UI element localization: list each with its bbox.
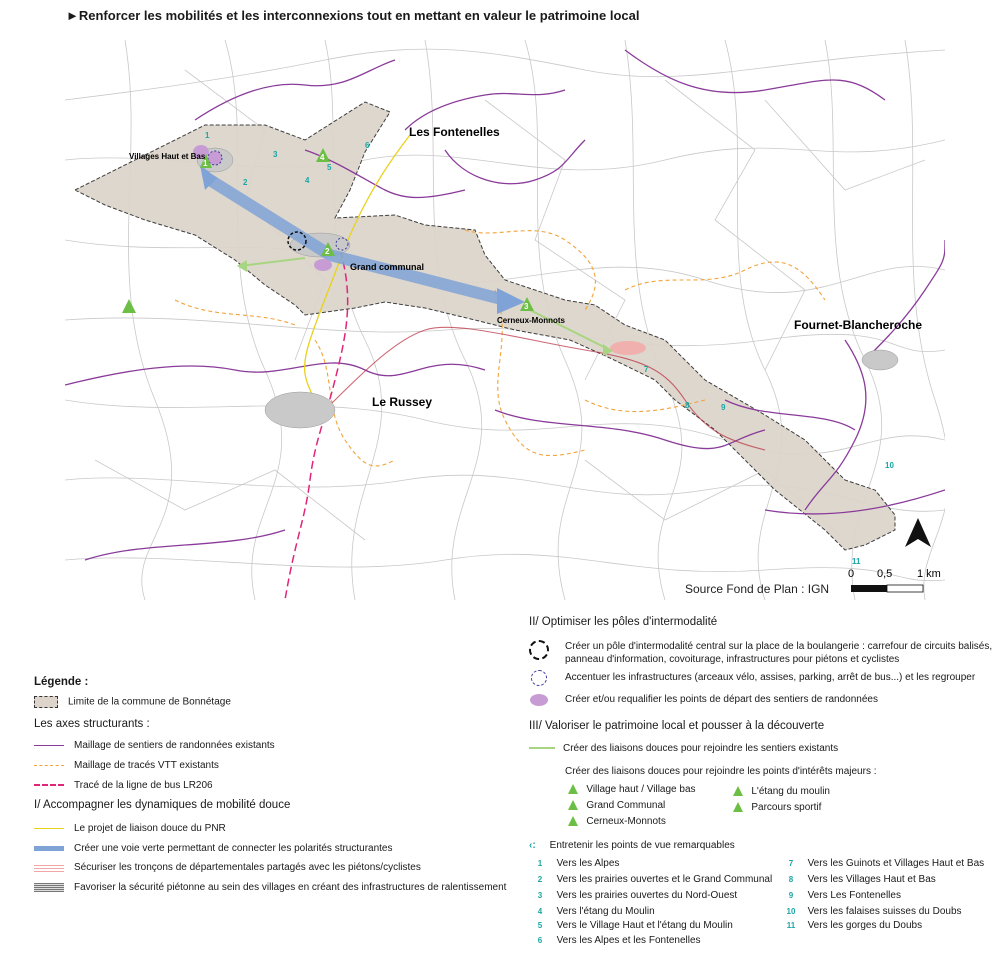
viewpoint-icon: ‹:	[529, 840, 536, 851]
scale-end: 1 km	[917, 568, 941, 580]
pnr-swatch	[34, 828, 64, 829]
view-row	[529, 874, 772, 885]
place-villages: Villages Haut et Bas	[129, 152, 206, 161]
poi-number: 2	[325, 247, 330, 256]
legend-liaisons-label: Créer des liaisons douces pour rejoindre les sentiers existants	[563, 743, 839, 754]
triangle-icon	[568, 800, 578, 810]
secure-section	[610, 341, 646, 355]
place-fontenelles: Les Fontenelles	[409, 125, 500, 139]
view-row	[529, 935, 701, 946]
place-russey: Le Russey	[372, 395, 433, 409]
view-number: 1	[537, 859, 543, 868]
viewpoint-label: 3	[273, 150, 278, 159]
view-label: Vers les Guinots et Villages Haut et Bas	[807, 858, 985, 869]
poi-number: 4	[320, 153, 325, 162]
view-row	[780, 874, 936, 885]
commune-swatch	[34, 696, 58, 708]
greenway-swatch	[34, 846, 64, 851]
legend-pedestrian-label: Favoriser la sécurité piétonne au sein des villages en créant des infrastructures de ralentissement	[74, 882, 507, 893]
map-source: Source Fond de Plan : IGN	[685, 582, 830, 596]
central-pole-swatch	[529, 640, 549, 665]
view-number: 7	[788, 859, 794, 868]
interest-label: Grand Communal	[586, 800, 666, 811]
view-label: Vers les falaises suisses du Doubs	[807, 906, 962, 917]
legend-vtt-label: Maillage de tracés VTT existants	[74, 760, 219, 771]
view-number: 3	[537, 891, 543, 900]
place-grand-communal: Grand communal	[350, 262, 425, 272]
legend-trail-start: Créer et/ou requalifier les points de départ des sentiers de randonnées	[565, 694, 878, 705]
infra-pole-swatch	[531, 670, 547, 691]
viewpoint-label: 9	[721, 403, 726, 412]
view-label: Vers les prairies ouvertes et le Grand Communal	[556, 874, 773, 885]
view-number: 5	[537, 921, 543, 930]
map[interactable]	[65, 40, 945, 600]
interest-label: L'étang du moulin	[751, 786, 830, 797]
view-row	[529, 920, 733, 931]
view-number: 11	[786, 921, 796, 930]
view-label: Vers les Alpes	[556, 858, 620, 869]
section3-title: III/ Valoriser le patrimoine local et pousser à la découverte	[529, 720, 825, 732]
legend-pnr	[34, 823, 226, 834]
legend-title: Légende :	[34, 676, 89, 688]
legend-infra-pole: Accentuer les infrastructures (arceaux vélo, assises, parking, arrêt de bus...) et les regrouper	[565, 672, 976, 683]
view-label: Vers les Alpes et les Fontenelles	[556, 935, 701, 946]
liaison-swatch	[529, 747, 555, 749]
place-cerneux: Cerneux-Monnots	[497, 316, 565, 325]
legend-vtt	[34, 760, 219, 771]
interest-etang	[733, 786, 830, 797]
view-label: Vers les prairies ouvertes du Nord-Ouest	[556, 890, 738, 901]
viewpoint-label: 8	[685, 401, 690, 410]
triangle-icon	[733, 786, 743, 796]
view-row	[529, 890, 737, 901]
bus-swatch	[34, 784, 64, 786]
view-row	[780, 920, 922, 931]
scale-bar-light	[887, 585, 923, 592]
legend-bus	[34, 780, 213, 791]
scale-bar-dark	[851, 585, 887, 592]
section1-title: I/ Accompagner les dynamiques de mobilité douce	[34, 799, 291, 811]
place-fournet: Fournet-Blancheroche	[794, 318, 923, 332]
hiking-swatch	[34, 745, 64, 746]
pedestrian-swatch	[34, 883, 64, 892]
legend-secure-label: Sécuriser les tronçons de départementales partagés avec les piétons/cyclistes	[74, 862, 421, 873]
view-label: Vers le Village Haut et l'étang du Moulin	[556, 920, 733, 931]
interest-label: Parcours sportif	[751, 802, 822, 813]
legend-liaisons	[529, 743, 838, 754]
view-label: Vers l'étang du Moulin	[556, 906, 655, 917]
view-number: 8	[788, 875, 794, 884]
legend-points-vue	[529, 840, 735, 851]
legend-pedestrian	[34, 882, 506, 893]
view-row	[780, 858, 984, 869]
view-row	[529, 906, 655, 917]
viewpoint-label: 11	[852, 557, 861, 566]
triangle-icon	[568, 784, 578, 794]
infra-pole	[208, 151, 222, 165]
viewpoint-label: 2	[243, 178, 248, 187]
page-title: ►Renforcer les mobilités et les interconnexions tout en mettant en valeur le patrimoine local	[66, 8, 640, 23]
view-label: Vers les gorges du Doubs	[807, 920, 923, 931]
view-number: 6	[537, 936, 543, 945]
legend-pnr-label: Le projet de liaison douce du PNR	[74, 823, 226, 834]
scale-zero: 0	[848, 568, 855, 580]
viewpoint-label: 4	[305, 176, 310, 185]
legend-greenway-label: Créer une voie verte permettant de connecter les polarités structurantes	[74, 843, 393, 854]
legend-commune-label: Limite de la commune de Bonnétage	[68, 696, 231, 708]
section2-title: II/ Optimiser les pôles d'intermodalité	[529, 616, 718, 628]
view-label: Vers Les Fontenelles	[807, 890, 901, 901]
legend-bus-label: Tracé de la ligne de bus LR206	[74, 780, 213, 791]
axes-title: Les axes structurants :	[34, 718, 150, 730]
trail-start-swatch	[530, 693, 548, 711]
points-vue-title: Entretenir les points de vue remarquables	[549, 840, 735, 851]
triangle-icon	[733, 802, 743, 812]
trail-start	[314, 259, 332, 271]
view-row	[780, 890, 901, 901]
view-row	[780, 906, 962, 917]
poi-number: 1	[203, 159, 208, 168]
viewpoint-label: 10	[885, 461, 894, 470]
interest-label: Cerneux-Monnots	[586, 816, 666, 827]
view-number: 2	[537, 875, 543, 884]
view-label: Vers les Villages Haut et Bas	[807, 874, 936, 885]
viewpoint-label: 6	[365, 141, 370, 150]
legend-greenway	[34, 843, 393, 854]
interest-grand-communal	[568, 800, 665, 811]
legend-central-pole: Créer un pôle d'intermodalité central sur la place de la boulangerie : carrefour de circuits balisés, panneau d'information, covoiturage, infrastructures pour piétons et cyclistes	[565, 641, 993, 665]
scale-mid: 0,5	[877, 568, 893, 580]
view-number: 9	[788, 891, 794, 900]
interest-label: Village haut / Village bas	[586, 784, 696, 795]
view-number: 10	[786, 907, 796, 916]
poi-number: 3	[524, 302, 529, 311]
viewpoint-label: 7	[644, 365, 649, 374]
triangle-icon	[568, 816, 578, 826]
view-number: 4	[537, 907, 543, 916]
vtt-swatch	[34, 765, 64, 766]
secure-swatch	[34, 863, 64, 872]
legend-hiking-label: Maillage de sentiers de randonnées existants	[74, 740, 275, 751]
interest-parcours	[733, 802, 821, 813]
interest-village	[568, 784, 696, 795]
legend-secure	[34, 862, 421, 873]
interest-cerneux	[568, 816, 666, 827]
view-row	[529, 858, 619, 869]
legend-commune	[34, 696, 231, 708]
viewpoint-label: 1	[205, 131, 210, 140]
viewpoint-label: 5	[327, 163, 332, 172]
legend-hiking	[34, 740, 275, 751]
legend-interets-title: Créer des liaisons douces pour rejoindre les points d'intérêts majeurs :	[565, 766, 877, 777]
